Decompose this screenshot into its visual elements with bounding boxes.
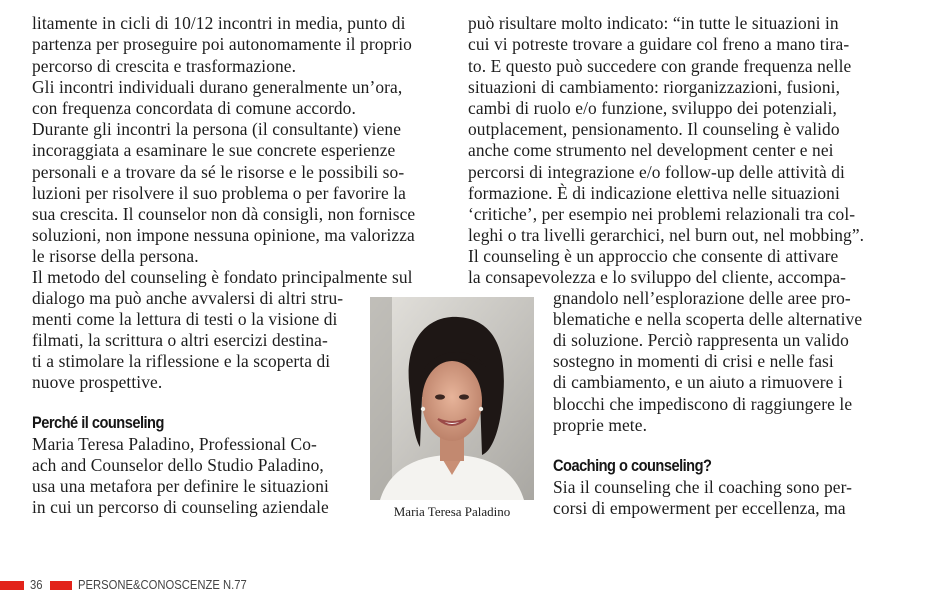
body-line: partenza per proseguire poi autonomamente il proprio	[32, 34, 412, 54]
body-line: blocchi che impediscono di raggiungere le	[553, 394, 853, 414]
body-line: luzioni per risolvere il suo problema o per favorire la	[32, 183, 406, 203]
body-line: leghi o tra livelli gerarchici, nel burn out, nel mobbing”.	[468, 225, 865, 245]
body-line: dialogo ma può anche avvalersi di altri stru-	[32, 288, 344, 308]
body-line: percorso di crescita e trasformazione.	[32, 56, 297, 76]
body-line: proprie mete.	[553, 415, 648, 435]
body-line: in cui un percorso di counseling aziendale	[32, 497, 329, 517]
body-line: usa una metafora per definire le situazioni	[32, 476, 329, 496]
section-heading: Coaching o counseling?	[553, 456, 712, 475]
body-line: filmati, la scrittura o altri esercizi destina-	[32, 330, 328, 350]
body-line: situazioni di cambiamento: riorganizzazioni, fusioni,	[468, 77, 841, 97]
body-line: ti a stimolare la riflessione e la scoperta di	[32, 351, 331, 371]
body-line: sostegno in momenti di crisi e nelle fasi	[553, 351, 834, 371]
body-line: formazione. È di indicazione elettiva nelle situazioni	[468, 183, 840, 203]
body-line: incoraggiata a esaminare le sue concrete esperienze	[32, 140, 396, 160]
section-heading: Perché il counseling	[32, 413, 164, 432]
body-line: ‘critiche’, per esempio nei problemi relazionali tra col-	[468, 204, 856, 224]
body-line: Il metodo del counseling è fondato principalmente sul	[32, 267, 413, 287]
magazine-title: PERSONE&CONOSCENZE N.77	[78, 578, 247, 592]
page-number: 36	[30, 578, 43, 592]
photo-caption: Maria Teresa Paladino	[393, 504, 511, 519]
body-line: Maria Teresa Paladino, Professional Co-	[32, 434, 317, 454]
body-line: outplacement, pensionamento. Il counseling è valido	[468, 119, 840, 139]
body-line: ach and Counselor dello Studio Paladino,	[32, 455, 324, 475]
body-line: cambi di ruolo e/o funzione, sviluppo dei potenziali,	[468, 98, 837, 118]
body-line: corsi di empowerment per eccellenza, ma	[553, 498, 846, 518]
body-line: la consapevolezza e lo sviluppo del cliente, accompa-	[468, 267, 847, 287]
footer-accent-bar	[50, 581, 72, 590]
body-line: Durante gli incontri la persona (il consultante) viene	[32, 119, 402, 139]
body-line: nuove prospettive.	[32, 372, 163, 392]
body-line: sua crescita. Il counselor non dà consigli, non fornisce	[32, 204, 416, 224]
body-line: di soluzione. Perciò rappresenta un valido	[553, 330, 849, 350]
body-line: litamente in cicli di 10/12 incontri in media, punto di	[32, 13, 406, 33]
body-line: Il counseling è un approccio che consente di attivare	[468, 246, 839, 266]
portrait-photo	[370, 297, 534, 500]
body-line: percorsi di integrazione e/o follow-up delle attività di	[468, 162, 845, 182]
body-line: to. E questo può succedere con grande frequenza nelle	[468, 56, 852, 76]
body-line: personali e a trovare da sé le risorse e le possibili so-	[32, 162, 405, 182]
body-line: può risultare molto indicato: “in tutte le situazioni in	[468, 13, 839, 33]
portrait-illustration	[370, 297, 534, 500]
body-line: Gli incontri individuali durano generalmente un’ora,	[32, 77, 403, 97]
body-line: di cambiamento, e un aiuto a rimuovere i	[553, 372, 843, 392]
body-line: gnandolo nell’esplorazione delle aree pro-	[553, 288, 851, 308]
body-line: con frequenza concordata di comune accordo.	[32, 98, 356, 118]
body-line: cui vi potreste trovare a guidare col freno a mano tira-	[468, 34, 850, 54]
body-line: blematiche e nella scoperta delle alternative	[553, 309, 863, 329]
body-line: le risorse della persona.	[32, 246, 199, 266]
body-line: Sia il counseling che il coaching sono per-	[553, 477, 853, 497]
body-line: soluzioni, non impone nessuna opinione, ma valorizza	[32, 225, 415, 245]
footer-accent-bar	[0, 581, 24, 590]
body-line: anche come strumento nel development center e nei	[468, 140, 834, 160]
body-line: menti come la lettura di testi o la visione di	[32, 309, 338, 329]
